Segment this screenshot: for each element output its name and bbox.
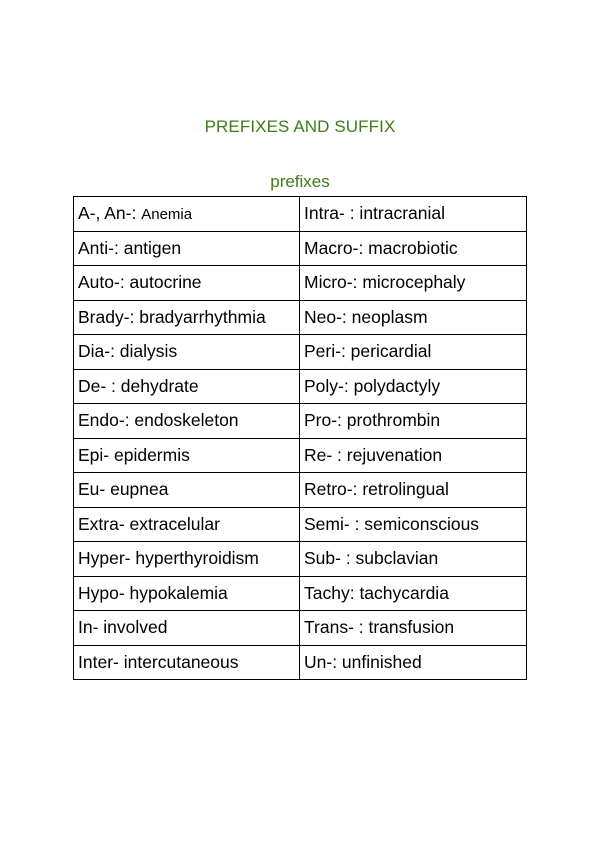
table-cell-left: Hyper- hyperthyroidism bbox=[74, 542, 300, 577]
table-row bbox=[74, 300, 527, 335]
prefix-table bbox=[73, 196, 527, 680]
table-row bbox=[74, 266, 527, 301]
prefix-example-text: Anemia bbox=[141, 206, 193, 224]
table-row bbox=[74, 611, 527, 646]
table-row bbox=[74, 576, 527, 611]
page-title: PREFIXES AND SUFFIX bbox=[204, 117, 396, 136]
table-cell-left: Epi- epidermis bbox=[74, 438, 300, 473]
table-cell-left: Dia-: dialysis bbox=[74, 335, 300, 370]
table-cell-right: Pro-: prothrombin bbox=[300, 404, 527, 439]
table-cell-right: Sub- : subclavian bbox=[300, 542, 527, 577]
table-row bbox=[74, 335, 527, 370]
table-cell-right: Un-: unfinished bbox=[300, 645, 527, 680]
table-row bbox=[74, 473, 527, 508]
table-cell-right: Peri-: pericardial bbox=[300, 335, 527, 370]
table-cell-left: Eu- eupnea bbox=[74, 473, 300, 508]
table-caption: prefixes bbox=[270, 172, 330, 191]
table-row bbox=[74, 404, 527, 439]
table-row bbox=[74, 507, 527, 542]
table-cell-right: Trans- : transfusion bbox=[300, 611, 527, 646]
table-cell-right: Poly-: polydactyly bbox=[300, 369, 527, 404]
table-cell-left: Auto-: autocrine bbox=[74, 266, 300, 301]
table-cell-right: Micro-: microcephaly bbox=[300, 266, 527, 301]
table-row bbox=[74, 645, 527, 680]
table-cell-left: Brady-: bradyarrhythmia bbox=[74, 300, 300, 335]
table-cell-left: De- : dehydrate bbox=[74, 369, 300, 404]
table-cell-left bbox=[74, 197, 300, 232]
prefix-text: A-, An-: bbox=[78, 203, 142, 224]
table-row bbox=[74, 542, 527, 577]
table-cell-right: Semi- : semiconscious bbox=[300, 507, 527, 542]
table-cell-left: In- involved bbox=[74, 611, 300, 646]
table-row bbox=[74, 231, 527, 266]
table-row bbox=[74, 438, 527, 473]
table-cell-left: Endo-: endoskeleton bbox=[74, 404, 300, 439]
table-cell-left: Anti-: antigen bbox=[74, 231, 300, 266]
table-row bbox=[74, 197, 527, 232]
table-cell-right: Macro-: macrobiotic bbox=[300, 231, 527, 266]
table-cell-right: Intra- : intracranial bbox=[300, 197, 527, 232]
table-cell-right: Tachy: tachycardia bbox=[300, 576, 527, 611]
table-cell-right: Re- : rejuvenation bbox=[300, 438, 527, 473]
table-cell-left: Hypo- hypokalemia bbox=[74, 576, 300, 611]
table-cell-left: Inter- intercutaneous bbox=[74, 645, 300, 680]
table-cell-right: Neo-: neoplasm bbox=[300, 300, 527, 335]
table-cell-left: Extra- extracelular bbox=[74, 507, 300, 542]
prefix-table-body bbox=[74, 197, 527, 680]
table-row bbox=[74, 369, 527, 404]
table-cell-right: Retro-: retrolingual bbox=[300, 473, 527, 508]
